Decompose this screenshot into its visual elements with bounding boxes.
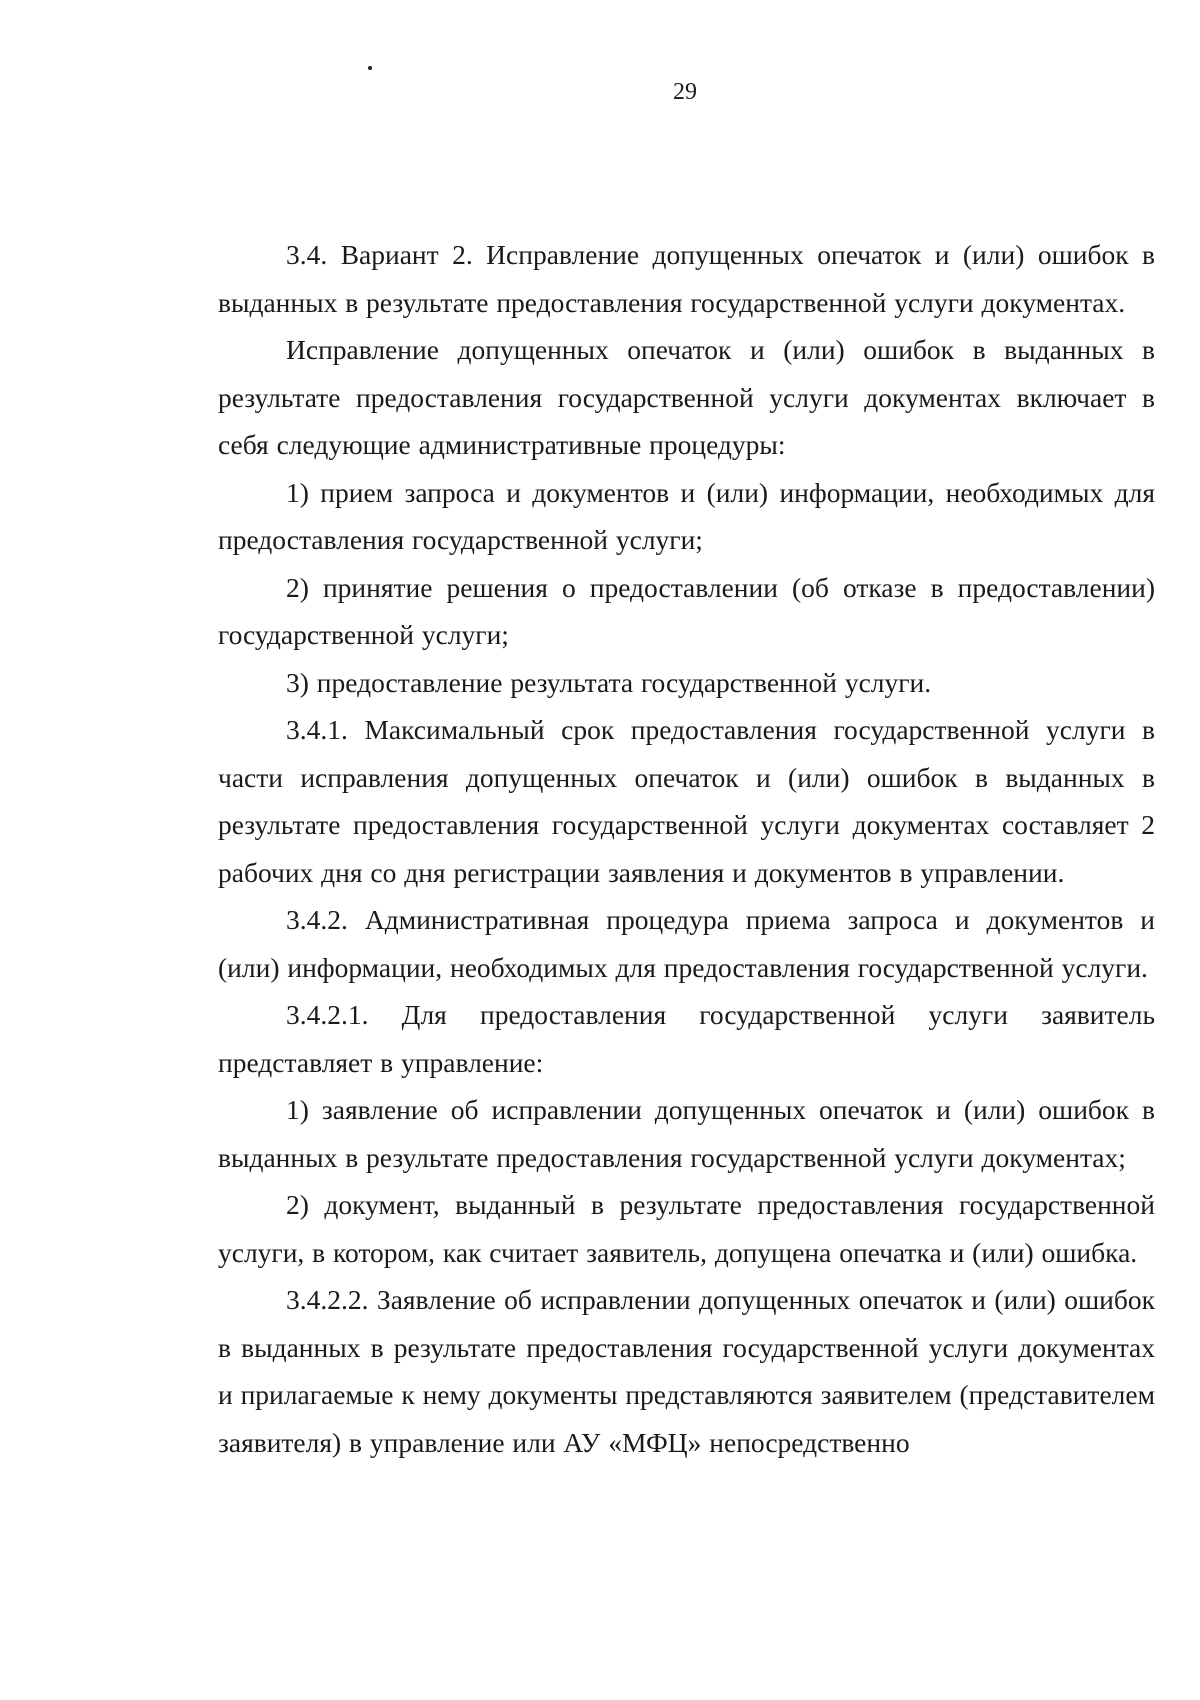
paragraph-3-4-2-2-delivery: 3.4.2.2. Заявление об исправлении допущенных опечаток и (или) ошибок в выданных в результате предоставления государственной услуги документах и прилагаемые к нему документы представляются заявителем (представителем заявителя) в управление или АУ «МФЦ» непосредственно [218,1284,1155,1458]
paragraph-procedures-intro: Исправление допущенных опечаток и (или) ошибок в выданных в результате предоставления государственной услуги документах включает в себя следующие административные процедуры: [218,334,1155,460]
list-item-2-document: 2) документ, выданный в результате предоставления государственной услуги, в котором, как считает заявитель, допущена опечатка и (или) ошибка. [218,1189,1155,1268]
list-item-2-decision: 2) принятие решения о предоставлении (об отказе в предоставлении) государственной услуги; [218,571,1155,650]
paragraph-3-4-2-1-submission: 3.4.2.1. Для предоставления государственной услуги заявитель представляет в управление: [218,999,1155,1078]
list-item-1-application: 1) заявление об исправлении допущенных опечаток и (или) ошибок в выданных в результате предоставления государственной услуги документах; [218,1094,1155,1173]
scan-artifact-dot [368,66,372,70]
list-item-1-reception: 1) прием запроса и документов и (или) информации, необходимых для предоставления государственной услуги; [218,476,1155,555]
section-heading-3-4: 3.4. Вариант 2. Исправление допущенных опечаток и (или) ошибок в выданных в результате предоставления государственной услуги документах. [218,239,1155,318]
paragraph-3-4-1-max-term: 3.4.1. Максимальный срок предоставления государственной услуги в части исправления допущенных опечаток и (или) ошибок в выданных в результате предоставления государственной услуги документах составляет 2 рабочих дня со дня регистрации заявления и документов в управлении. [218,714,1155,888]
page-number: 29 [673,79,697,105]
list-item-3-result: 3) предоставление результата государственной услуги. [286,666,932,698]
document-body [218,231,1155,1466]
paragraph-3-4-2-procedure: 3.4.2. Административная процедура приема запроса и документов и (или) информации, необходимых для предоставления государственной услуги. [218,904,1155,983]
